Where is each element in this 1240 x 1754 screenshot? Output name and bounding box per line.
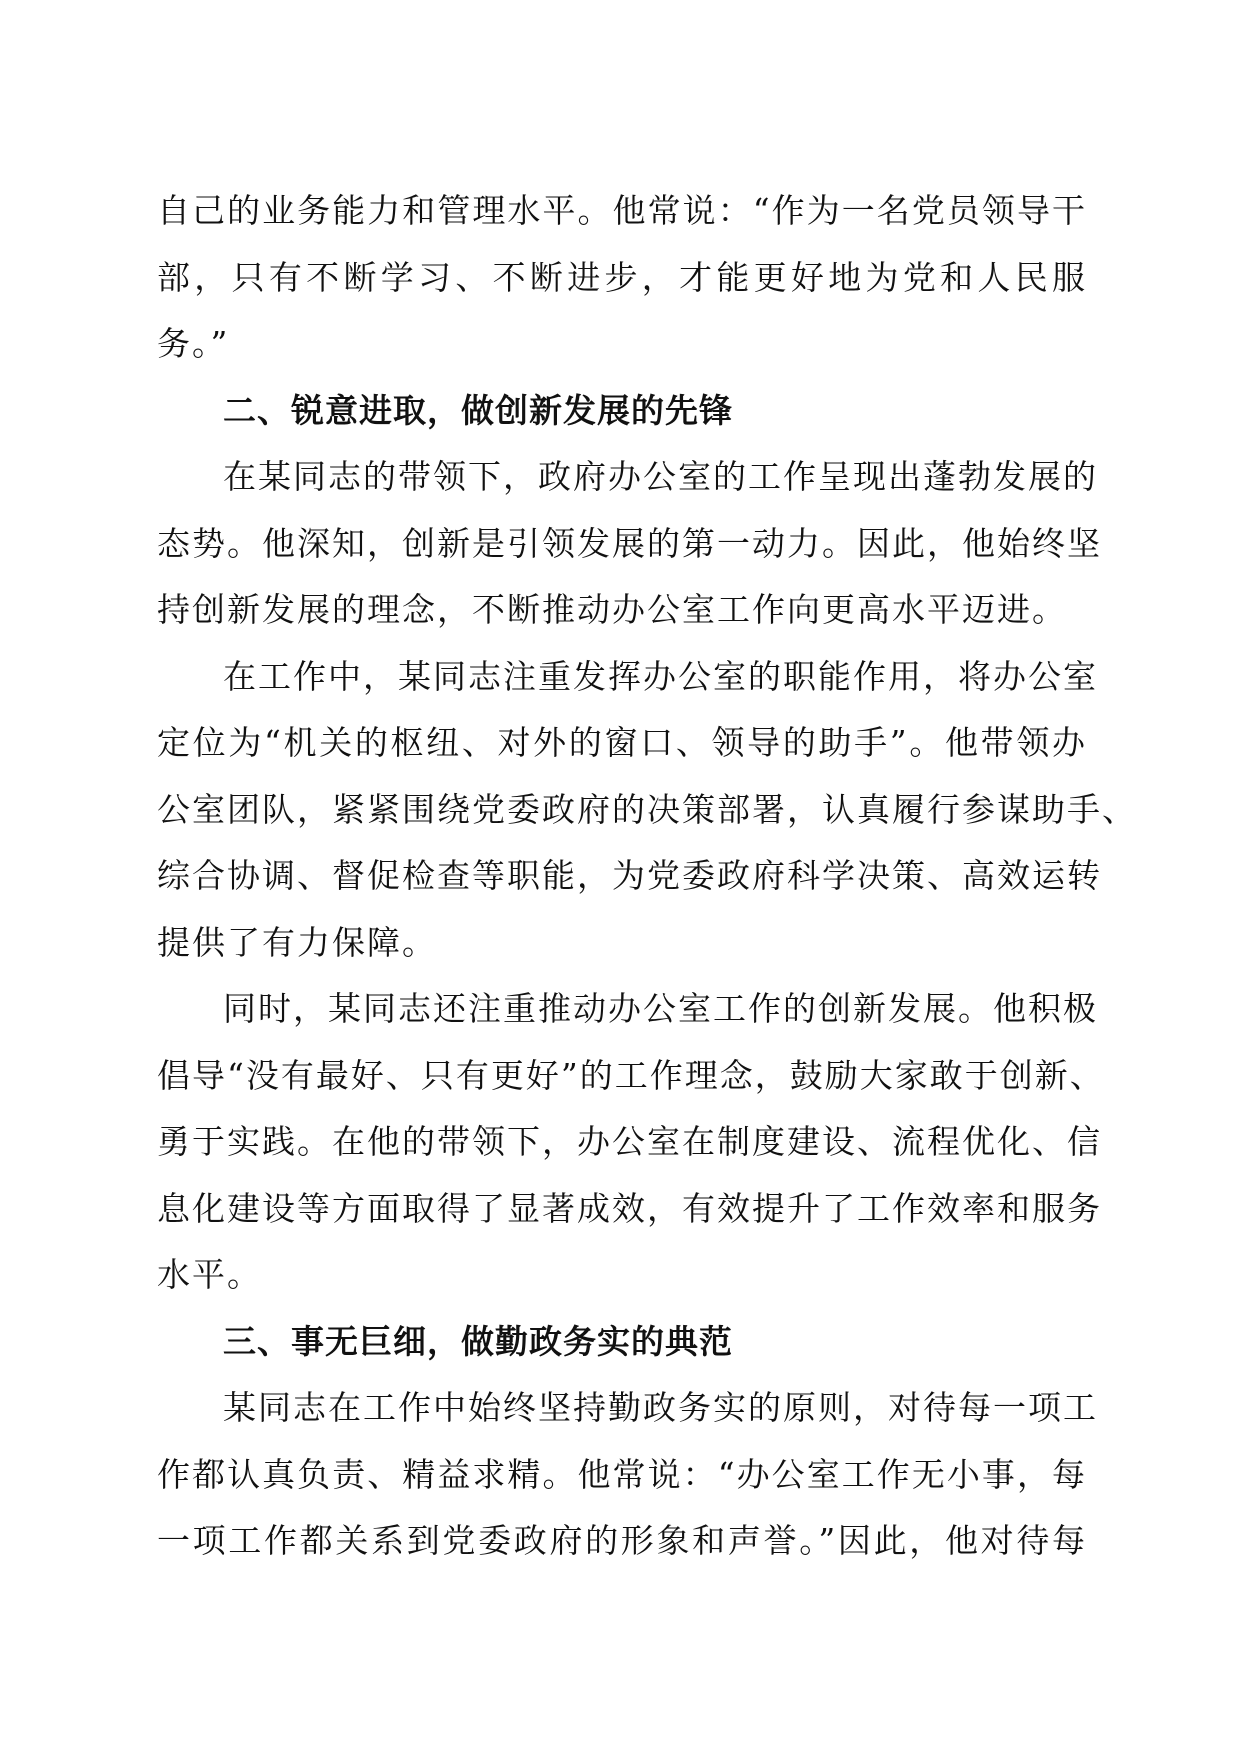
text-line: 息化建设等方面取得了显著成效，有效提升了工作效率和服务	[157, 1188, 1102, 1228]
paragraph-first-line: 在工作中，某同志注重发挥办公室的职能作用，将办公室	[223, 656, 1098, 696]
text-line: 水平。	[157, 1255, 262, 1294]
text-line: 自己的业务能力和管理水平。他常说：“作为一名党员领导干	[157, 191, 1087, 230]
text-line: 公室团队，紧紧围绕党委政府的决策部署，认真履行参谋助手、	[157, 789, 1137, 829]
text-line: 作都认真负责、精益求精。他常说：“办公室工作无小事，每	[157, 1454, 1087, 1494]
text-line: 定位为“机关的枢纽、对外的窗口、领导的助手”。他带领办	[157, 723, 1087, 762]
section-heading-3: 三、事无巨细，做勤政务实的典范	[223, 1321, 733, 1361]
paragraph-first-line: 某同志在工作中始终坚持勤政务实的原则，对待每一项工	[223, 1388, 1098, 1427]
text-line: 部，只有不断学习、不断进步，才能更好地为党和人民服	[157, 257, 1087, 297]
text-line: 一项工作都关系到党委政府的形象和声誉。”因此，他对待每	[157, 1521, 1087, 1560]
text-line: 务。”	[157, 324, 230, 363]
paragraph-first-line: 同时，某同志还注重推动办公室工作的创新发展。他积极	[223, 989, 1098, 1028]
text-line: 提供了有力保障。	[157, 922, 437, 962]
text-line: 态势。他深知，创新是引领发展的第一动力。因此，他始终坚	[157, 523, 1102, 563]
section-heading-2: 二、锐意进取，做创新发展的先锋	[223, 390, 733, 430]
paragraph-first-line: 在某同志的带领下，政府办公室的工作呈现出蓬勃发展的	[223, 457, 1098, 496]
text-line: 持创新发展的理念，不断推动办公室工作向更高水平迈进。	[157, 590, 1067, 629]
text-line: 勇于实践。在他的带领下，办公室在制度建设、流程优化、信	[157, 1122, 1102, 1161]
text-line: 倡导“没有最好、只有更好”的工作理念，鼓励大家敢于创新、	[157, 1055, 1105, 1095]
text-line: 综合协调、督促检查等职能，为党委政府科学决策、高效运转	[157, 856, 1102, 895]
document-body	[157, 178, 1137, 1575]
